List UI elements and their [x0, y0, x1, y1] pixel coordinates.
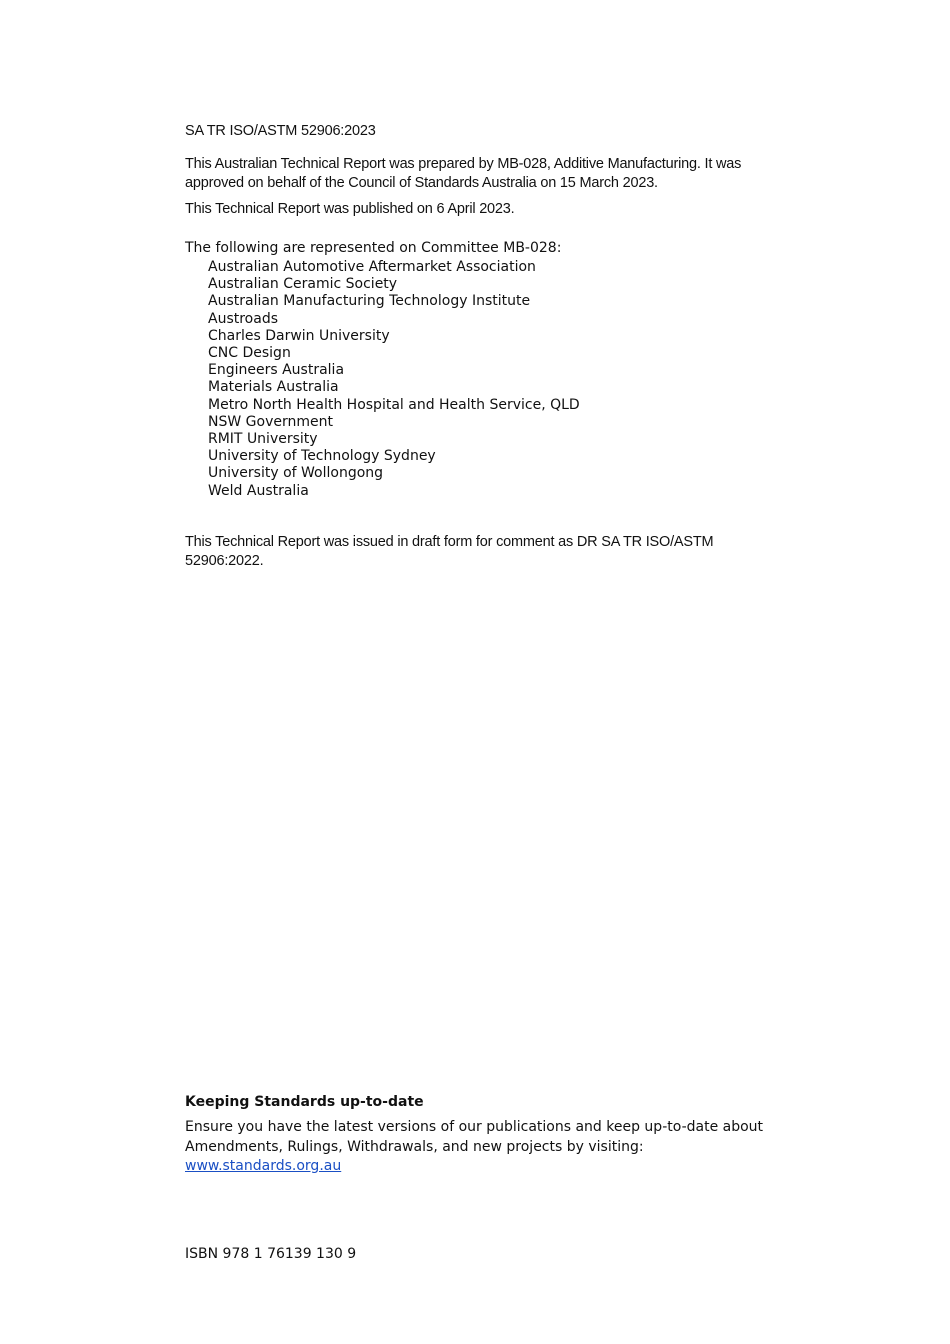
committee-member: Austroads	[208, 310, 279, 327]
committee-member: Charles Darwin University	[208, 327, 390, 344]
committee-member: Engineers Australia	[208, 362, 345, 379]
preparation-statement: This Australian Technical Report was prepared by MB-028, Additive Manufacturing. It was approved on behalf of the Council of Standards Australia on 15 March 2023.	[185, 156, 742, 191]
committee-member: University of Wollongong	[208, 465, 384, 482]
committee-member: Australian Manufacturing Technology Institute	[208, 293, 531, 310]
committee-member: NSW Government	[208, 413, 333, 430]
document-designation: SA TR ISO/ASTM 52906:2023	[185, 123, 376, 139]
draft-statement: This Technical Report was issued in draft form for comment as DR SA TR ISO/ASTM 52906:2022.	[185, 534, 714, 569]
committee-member: CNC Design	[208, 345, 291, 362]
keeping-up-to-date-text: Ensure you have the latest versions of our publications and keep up-to-date about Amendments, Rulings, Withdrawals, and new projects by visiting:	[185, 1119, 764, 1155]
committee-member: Metro North Health Hospital and Health Service, QLD	[208, 396, 580, 413]
committee-member: Australian Ceramic Society	[208, 276, 398, 293]
committee-member: RMIT University	[208, 431, 318, 448]
keeping-up-to-date-body	[185, 1118, 785, 1177]
committee-member: Australian Automotive Aftermarket Association	[208, 259, 536, 275]
committee-member: University of Technology Sydney	[208, 448, 436, 465]
publication-statement: This Technical Report was published on 6 April 2023.	[185, 201, 515, 217]
keeping-up-to-date-heading: Keeping Standards up-to-date	[185, 1094, 424, 1110]
committee-member: Materials Australia	[208, 379, 339, 396]
committee-member: Weld Australia	[208, 482, 309, 499]
standards-website-link[interactable]: www.standards.org.au	[185, 1158, 342, 1174]
committee-intro: The following are represented on Committee MB-028:	[185, 240, 562, 256]
isbn: ISBN 978 1 76139 130 9	[185, 1246, 357, 1262]
committee-member-list	[208, 259, 580, 500]
